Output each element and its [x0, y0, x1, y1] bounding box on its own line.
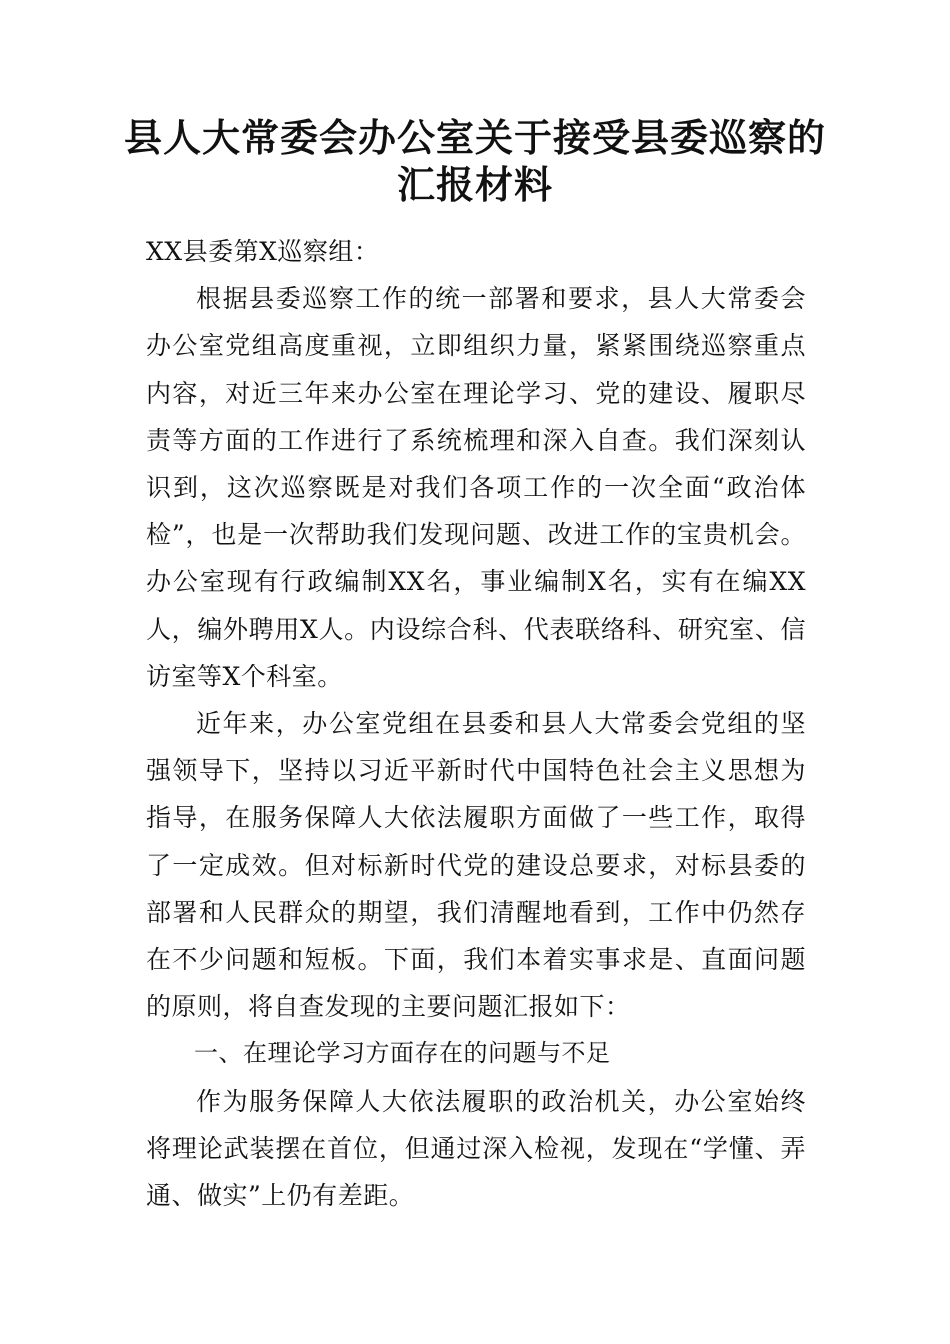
intro-paragraph: 根据县委巡察工作的统一部署和要求，县人大常委会办公室党组高度重视，立即组织力量，紧紧围绕巡察重点内容，对近三年来办公室在理论学习、党的建设、履职尽责等方面的工作进行了系统梳理和深入自查。我们深刻认识到，这次巡察既是对我们各项工作的一次全面“政治体检”，也是一次帮助我们发现问题、改进工作的宝贵机会。办公室现有行政编制XX名，事业编制X名，实有在编XX人，编外聘用X人。内设综合科、代表联络科、研究室、信访室等X个科室。	[146, 284, 806, 691]
document-body	[146, 228, 806, 1219]
document-title-line2: 汇报材料	[396, 162, 553, 207]
section-heading-theory-study: 一、在理论学习方面存在的问题与不足	[194, 1039, 611, 1068]
salutation: XX县委第X巡察组：	[146, 237, 380, 266]
section-paragraph-theory-study: 作为服务保障人大依法履职的政治机关，办公室始终将理论武装摆在首位，但通过深入检视，发现在“学懂、弄通、做实”上仍有差距。	[146, 1086, 806, 1211]
document-title-line1: 县人大常委会办公室关于接受县委巡察的	[123, 115, 826, 160]
problems-overview-paragraph: 近年来，办公室党组在县委和县人大常委会党组的坚强领导下，坚持以习近平新时代中国特色社会主义思想为指导，在服务保障人大依法履职方面做了一些工作，取得了一定成效。但对标新时代党的建设总要求，对标县委的部署和人民群众的期望，我们清醒地看到，工作中仍然存在不少问题和短板。下面，我们本着实事求是、直面问题的原则，将自查发现的主要问题汇报如下：	[146, 709, 806, 1022]
